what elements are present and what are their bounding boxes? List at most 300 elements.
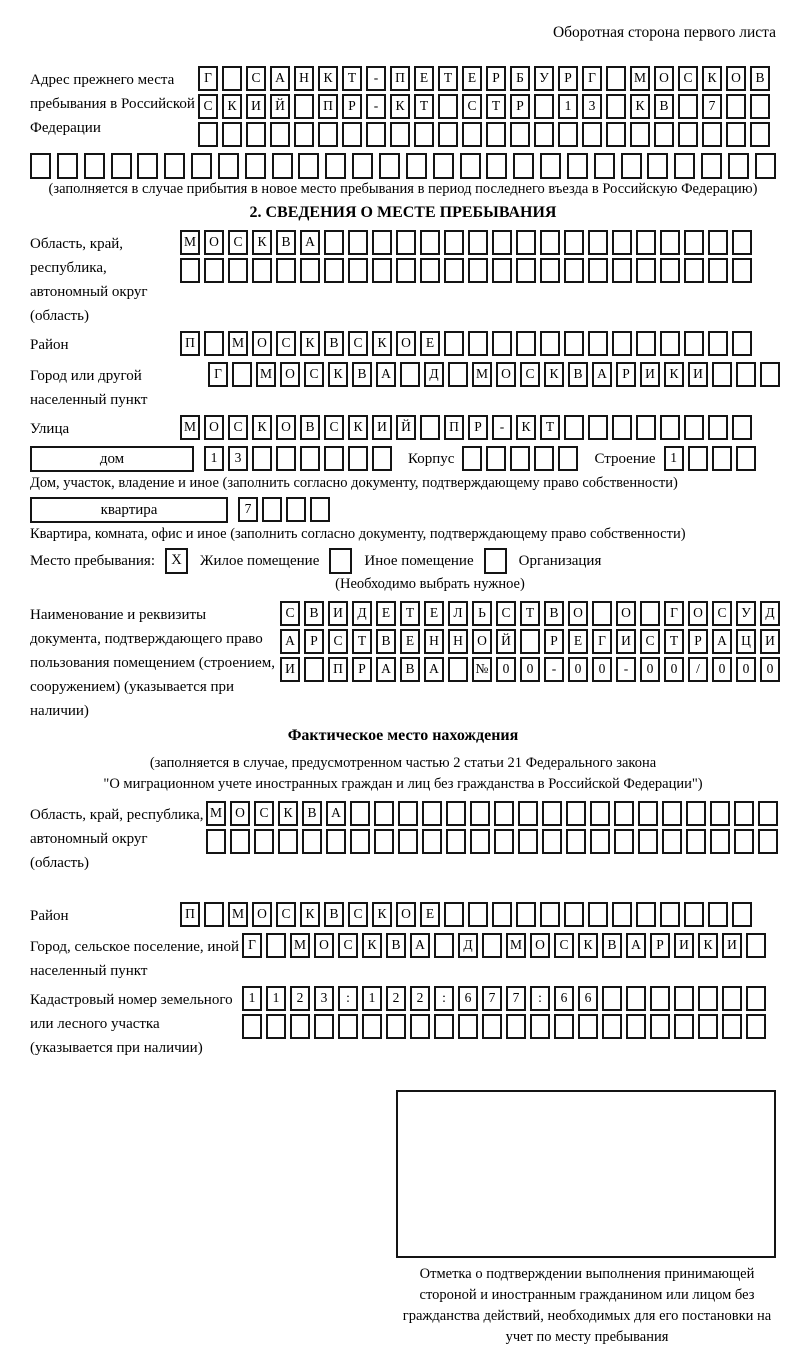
char-cell[interactable]	[760, 362, 780, 387]
char-cell[interactable]	[374, 829, 394, 854]
char-cell[interactable]	[300, 258, 320, 283]
char-cell[interactable]: К	[702, 66, 722, 91]
city-row[interactable]	[208, 362, 780, 387]
char-cell[interactable]	[406, 153, 427, 179]
char-cell[interactable]	[660, 331, 680, 356]
char-cell[interactable]: Й	[270, 94, 290, 119]
region-row-1[interactable]	[180, 230, 752, 255]
char-cell[interactable]: 1	[362, 986, 382, 1011]
char-cell[interactable]: И	[280, 657, 300, 682]
char-cell[interactable]	[612, 258, 632, 283]
char-cell[interactable]: С	[276, 902, 296, 927]
char-cell[interactable]	[206, 829, 226, 854]
char-cell[interactable]	[564, 230, 584, 255]
char-cell[interactable]	[204, 902, 224, 927]
char-cell[interactable]	[414, 122, 434, 147]
char-cell[interactable]: 0	[520, 657, 540, 682]
char-cell[interactable]: Р	[650, 933, 670, 958]
char-cell[interactable]	[612, 230, 632, 255]
char-cell[interactable]	[396, 230, 416, 255]
char-cell[interactable]: Е	[376, 601, 396, 626]
char-cell[interactable]	[338, 1014, 358, 1039]
char-cell[interactable]: Ц	[736, 629, 756, 654]
char-cell[interactable]	[674, 986, 694, 1011]
char-cell[interactable]	[594, 153, 615, 179]
char-cell[interactable]	[588, 258, 608, 283]
char-cell[interactable]	[640, 601, 660, 626]
char-cell[interactable]	[245, 153, 266, 179]
char-cell[interactable]: 6	[554, 986, 574, 1011]
checkbox-residential[interactable]: X	[165, 548, 188, 574]
char-cell[interactable]	[534, 446, 554, 471]
char-cell[interactable]	[434, 1014, 454, 1039]
char-cell[interactable]: А	[300, 230, 320, 255]
char-cell[interactable]: С	[348, 902, 368, 927]
char-cell[interactable]: 0	[496, 657, 516, 682]
char-cell[interactable]: О	[204, 230, 224, 255]
char-cell[interactable]: Р	[616, 362, 636, 387]
char-cell[interactable]: К	[372, 902, 392, 927]
char-cell[interactable]	[564, 415, 584, 440]
char-cell[interactable]: 2	[410, 986, 430, 1011]
char-cell[interactable]	[518, 829, 538, 854]
char-cell[interactable]: С	[254, 801, 274, 826]
char-cell[interactable]: Н	[424, 629, 444, 654]
cadastral-row-1[interactable]	[242, 986, 766, 1011]
char-cell[interactable]: Й	[396, 415, 416, 440]
char-cell[interactable]: М	[228, 902, 248, 927]
char-cell[interactable]: К	[278, 801, 298, 826]
char-cell[interactable]	[390, 122, 410, 147]
char-cell[interactable]	[566, 801, 586, 826]
char-cell[interactable]	[470, 829, 490, 854]
char-cell[interactable]: -	[616, 657, 636, 682]
char-cell[interactable]: Е	[568, 629, 588, 654]
char-cell[interactable]	[698, 986, 718, 1011]
char-cell[interactable]	[674, 153, 695, 179]
char-cell[interactable]: О	[396, 902, 416, 927]
char-cell[interactable]	[660, 230, 680, 255]
char-cell[interactable]: В	[352, 362, 372, 387]
char-cell[interactable]	[755, 153, 776, 179]
char-cell[interactable]: И	[616, 629, 636, 654]
char-cell[interactable]: К	[318, 66, 338, 91]
char-cell[interactable]	[272, 153, 293, 179]
char-cell[interactable]	[438, 122, 458, 147]
char-cell[interactable]: К	[578, 933, 598, 958]
char-cell[interactable]	[660, 258, 680, 283]
char-cell[interactable]: У	[736, 601, 756, 626]
char-cell[interactable]	[310, 497, 330, 522]
prev-address-row-4[interactable]	[30, 153, 776, 179]
char-cell[interactable]: 7	[482, 986, 502, 1011]
char-cell[interactable]	[513, 153, 534, 179]
char-cell[interactable]: Т	[540, 415, 560, 440]
char-cell[interactable]: В	[654, 94, 674, 119]
char-cell[interactable]	[286, 497, 306, 522]
char-cell[interactable]	[588, 230, 608, 255]
char-cell[interactable]	[686, 829, 706, 854]
char-cell[interactable]: П	[318, 94, 338, 119]
char-cell[interactable]	[612, 331, 632, 356]
char-cell[interactable]	[612, 415, 632, 440]
char-cell[interactable]	[492, 902, 512, 927]
char-cell[interactable]	[252, 258, 272, 283]
char-cell[interactable]	[468, 258, 488, 283]
char-cell[interactable]: -	[366, 66, 386, 91]
char-cell[interactable]: А	[410, 933, 430, 958]
char-cell[interactable]: С	[348, 331, 368, 356]
char-cell[interactable]	[722, 986, 742, 1011]
char-cell[interactable]: О	[616, 601, 636, 626]
char-cell[interactable]	[379, 153, 400, 179]
char-cell[interactable]	[492, 230, 512, 255]
char-cell[interactable]	[448, 657, 468, 682]
char-cell[interactable]	[732, 415, 752, 440]
char-cell[interactable]	[726, 122, 746, 147]
char-cell[interactable]	[688, 446, 708, 471]
char-cell[interactable]	[602, 986, 622, 1011]
char-cell[interactable]	[662, 801, 682, 826]
char-cell[interactable]	[348, 258, 368, 283]
char-cell[interactable]	[684, 902, 704, 927]
char-cell[interactable]	[434, 933, 454, 958]
char-cell[interactable]: С	[520, 362, 540, 387]
char-cell[interactable]	[198, 122, 218, 147]
char-cell[interactable]: 7	[238, 497, 258, 522]
char-cell[interactable]: Г	[664, 601, 684, 626]
char-cell[interactable]: С	[246, 66, 266, 91]
char-cell[interactable]	[758, 829, 778, 854]
char-cell[interactable]: К	[300, 902, 320, 927]
char-cell[interactable]	[708, 230, 728, 255]
char-cell[interactable]	[558, 446, 578, 471]
char-cell[interactable]	[276, 446, 296, 471]
char-cell[interactable]	[326, 829, 346, 854]
char-cell[interactable]	[348, 446, 368, 471]
char-cell[interactable]	[566, 829, 586, 854]
char-cell[interactable]	[494, 829, 514, 854]
district-row[interactable]	[180, 331, 752, 356]
char-cell[interactable]	[650, 986, 670, 1011]
char-cell[interactable]: О	[688, 601, 708, 626]
char-cell[interactable]	[708, 415, 728, 440]
char-cell[interactable]	[318, 122, 338, 147]
char-cell[interactable]	[486, 122, 506, 147]
char-cell[interactable]	[732, 230, 752, 255]
char-cell[interactable]: Т	[400, 601, 420, 626]
char-cell[interactable]	[660, 415, 680, 440]
char-cell[interactable]	[746, 1014, 766, 1039]
char-cell[interactable]: С	[678, 66, 698, 91]
char-cell[interactable]: М	[630, 66, 650, 91]
char-cell[interactable]: Д	[424, 362, 444, 387]
char-cell[interactable]	[540, 902, 560, 927]
char-cell[interactable]: О	[496, 362, 516, 387]
char-cell[interactable]: 1	[558, 94, 578, 119]
char-cell[interactable]: С	[462, 94, 482, 119]
char-cell[interactable]	[218, 153, 239, 179]
char-cell[interactable]	[164, 153, 185, 179]
char-cell[interactable]: К	[372, 331, 392, 356]
char-cell[interactable]	[684, 415, 704, 440]
char-cell[interactable]: Г	[208, 362, 228, 387]
char-cell[interactable]: Д	[760, 601, 780, 626]
char-cell[interactable]	[278, 829, 298, 854]
char-cell[interactable]: -	[544, 657, 564, 682]
char-cell[interactable]: А	[280, 629, 300, 654]
char-cell[interactable]	[444, 258, 464, 283]
char-cell[interactable]	[708, 902, 728, 927]
char-cell[interactable]	[662, 829, 682, 854]
actual-city-row[interactable]	[242, 933, 766, 958]
char-cell[interactable]: 0	[640, 657, 660, 682]
char-cell[interactable]: М	[206, 801, 226, 826]
char-cell[interactable]: :	[338, 986, 358, 1011]
char-cell[interactable]: Г	[582, 66, 602, 91]
char-cell[interactable]	[678, 94, 698, 119]
char-cell[interactable]	[352, 153, 373, 179]
char-cell[interactable]: И	[372, 415, 392, 440]
char-cell[interactable]: О	[568, 601, 588, 626]
char-cell[interactable]	[710, 829, 730, 854]
char-cell[interactable]: 0	[568, 657, 588, 682]
document-row-1[interactable]	[280, 601, 780, 626]
char-cell[interactable]: П	[444, 415, 464, 440]
char-cell[interactable]	[728, 153, 749, 179]
char-cell[interactable]	[530, 1014, 550, 1039]
char-cell[interactable]	[300, 446, 320, 471]
korpus-row[interactable]	[462, 446, 578, 471]
char-cell[interactable]	[294, 94, 314, 119]
char-cell[interactable]: С	[712, 601, 732, 626]
char-cell[interactable]	[342, 122, 362, 147]
char-cell[interactable]	[630, 122, 650, 147]
char-cell[interactable]: Е	[400, 629, 420, 654]
char-cell[interactable]: Г	[242, 933, 262, 958]
char-cell[interactable]	[534, 94, 554, 119]
char-cell[interactable]	[516, 331, 536, 356]
char-cell[interactable]	[702, 122, 722, 147]
char-cell[interactable]	[588, 902, 608, 927]
house-type-box[interactable]: дом	[30, 446, 194, 472]
char-cell[interactable]: Е	[424, 601, 444, 626]
char-cell[interactable]	[588, 331, 608, 356]
char-cell[interactable]	[510, 122, 530, 147]
char-cell[interactable]	[606, 66, 626, 91]
char-cell[interactable]: У	[534, 66, 554, 91]
char-cell[interactable]	[420, 258, 440, 283]
char-cell[interactable]	[678, 122, 698, 147]
char-cell[interactable]	[204, 331, 224, 356]
char-cell[interactable]	[606, 94, 626, 119]
char-cell[interactable]: К	[630, 94, 650, 119]
char-cell[interactable]: Б	[510, 66, 530, 91]
char-cell[interactable]: 1	[664, 446, 684, 471]
char-cell[interactable]	[686, 801, 706, 826]
house-number-row[interactable]	[204, 446, 392, 471]
char-cell[interactable]: А	[270, 66, 290, 91]
char-cell[interactable]	[708, 258, 728, 283]
char-cell[interactable]	[180, 258, 200, 283]
char-cell[interactable]: И	[688, 362, 708, 387]
char-cell[interactable]: И	[328, 601, 348, 626]
char-cell[interactable]: Р	[688, 629, 708, 654]
char-cell[interactable]: 0	[592, 657, 612, 682]
char-cell[interactable]	[400, 362, 420, 387]
char-cell[interactable]	[420, 415, 440, 440]
char-cell[interactable]	[588, 415, 608, 440]
char-cell[interactable]: Й	[496, 629, 516, 654]
char-cell[interactable]	[460, 153, 481, 179]
char-cell[interactable]	[304, 657, 324, 682]
char-cell[interactable]	[540, 331, 560, 356]
char-cell[interactable]: Р	[544, 629, 564, 654]
char-cell[interactable]	[540, 230, 560, 255]
char-cell[interactable]	[482, 1014, 502, 1039]
actual-region-row-1[interactable]	[206, 801, 778, 826]
char-cell[interactable]	[636, 331, 656, 356]
char-cell[interactable]	[444, 902, 464, 927]
char-cell[interactable]: К	[348, 415, 368, 440]
char-cell[interactable]	[734, 829, 754, 854]
char-cell[interactable]: К	[516, 415, 536, 440]
char-cell[interactable]: А	[424, 657, 444, 682]
char-cell[interactable]: И	[760, 629, 780, 654]
char-cell[interactable]	[266, 933, 286, 958]
char-cell[interactable]	[510, 446, 530, 471]
char-cell[interactable]: 1	[266, 986, 286, 1011]
char-cell[interactable]	[111, 153, 132, 179]
char-cell[interactable]: -	[366, 94, 386, 119]
char-cell[interactable]: М	[180, 415, 200, 440]
char-cell[interactable]	[590, 801, 610, 826]
char-cell[interactable]	[732, 331, 752, 356]
char-cell[interactable]: :	[434, 986, 454, 1011]
char-cell[interactable]: А	[626, 933, 646, 958]
char-cell[interactable]: О	[276, 415, 296, 440]
char-cell[interactable]	[732, 258, 752, 283]
char-cell[interactable]: Р	[510, 94, 530, 119]
char-cell[interactable]: М	[228, 331, 248, 356]
char-cell[interactable]	[520, 629, 540, 654]
char-cell[interactable]	[254, 829, 274, 854]
char-cell[interactable]	[698, 1014, 718, 1039]
prev-address-row-1[interactable]	[198, 66, 770, 91]
char-cell[interactable]: П	[180, 902, 200, 927]
street-row[interactable]	[180, 415, 752, 440]
char-cell[interactable]	[396, 258, 416, 283]
char-cell[interactable]: Т	[520, 601, 540, 626]
char-cell[interactable]	[558, 122, 578, 147]
char-cell[interactable]: С	[554, 933, 574, 958]
char-cell[interactable]	[626, 986, 646, 1011]
char-cell[interactable]: С	[228, 415, 248, 440]
char-cell[interactable]	[324, 446, 344, 471]
char-cell[interactable]: О	[230, 801, 250, 826]
char-cell[interactable]: М	[290, 933, 310, 958]
char-cell[interactable]	[564, 902, 584, 927]
char-cell[interactable]: О	[530, 933, 550, 958]
checkbox-other-premises[interactable]	[329, 548, 352, 574]
char-cell[interactable]	[448, 362, 468, 387]
char-cell[interactable]: А	[376, 657, 396, 682]
char-cell[interactable]	[564, 331, 584, 356]
char-cell[interactable]: Т	[664, 629, 684, 654]
char-cell[interactable]	[606, 122, 626, 147]
char-cell[interactable]: 3	[582, 94, 602, 119]
char-cell[interactable]: -	[492, 415, 512, 440]
char-cell[interactable]: 3	[314, 986, 334, 1011]
apartment-type-box[interactable]: квартира	[30, 497, 228, 523]
char-cell[interactable]	[722, 1014, 742, 1039]
prev-address-row-2[interactable]	[198, 94, 770, 119]
char-cell[interactable]: Т	[438, 66, 458, 91]
char-cell[interactable]: Ь	[472, 601, 492, 626]
char-cell[interactable]	[372, 230, 392, 255]
char-cell[interactable]: Т	[342, 66, 362, 91]
char-cell[interactable]: 7	[702, 94, 722, 119]
char-cell[interactable]	[578, 1014, 598, 1039]
char-cell[interactable]	[516, 902, 536, 927]
char-cell[interactable]: Н	[294, 66, 314, 91]
char-cell[interactable]	[736, 362, 756, 387]
char-cell[interactable]	[732, 902, 752, 927]
char-cell[interactable]: :	[530, 986, 550, 1011]
char-cell[interactable]	[582, 122, 602, 147]
char-cell[interactable]	[647, 153, 668, 179]
char-cell[interactable]: В	[544, 601, 564, 626]
char-cell[interactable]	[294, 122, 314, 147]
char-cell[interactable]	[636, 258, 656, 283]
char-cell[interactable]	[276, 258, 296, 283]
char-cell[interactable]: В	[750, 66, 770, 91]
char-cell[interactable]	[708, 331, 728, 356]
char-cell[interactable]	[540, 153, 561, 179]
char-cell[interactable]: С	[328, 629, 348, 654]
char-cell[interactable]	[398, 829, 418, 854]
char-cell[interactable]: Г	[198, 66, 218, 91]
char-cell[interactable]	[302, 829, 322, 854]
char-cell[interactable]: С	[338, 933, 358, 958]
char-cell[interactable]: В	[302, 801, 322, 826]
actual-district-row[interactable]	[180, 902, 752, 927]
char-cell[interactable]	[230, 829, 250, 854]
char-cell[interactable]: В	[300, 415, 320, 440]
char-cell[interactable]	[554, 1014, 574, 1039]
char-cell[interactable]	[362, 1014, 382, 1039]
char-cell[interactable]	[492, 258, 512, 283]
char-cell[interactable]: К	[300, 331, 320, 356]
char-cell[interactable]: Т	[352, 629, 372, 654]
char-cell[interactable]	[602, 1014, 622, 1039]
char-cell[interactable]: В	[376, 629, 396, 654]
char-cell[interactable]	[494, 801, 514, 826]
char-cell[interactable]: М	[506, 933, 526, 958]
prev-address-row-3[interactable]	[198, 122, 770, 147]
char-cell[interactable]: В	[324, 902, 344, 927]
char-cell[interactable]: К	[362, 933, 382, 958]
char-cell[interactable]	[612, 902, 632, 927]
char-cell[interactable]: С	[276, 331, 296, 356]
char-cell[interactable]	[592, 601, 612, 626]
checkbox-organization[interactable]	[484, 548, 507, 574]
char-cell[interactable]	[486, 446, 506, 471]
char-cell[interactable]: Е	[414, 66, 434, 91]
char-cell[interactable]	[636, 230, 656, 255]
char-cell[interactable]: В	[304, 601, 324, 626]
char-cell[interactable]	[492, 331, 512, 356]
